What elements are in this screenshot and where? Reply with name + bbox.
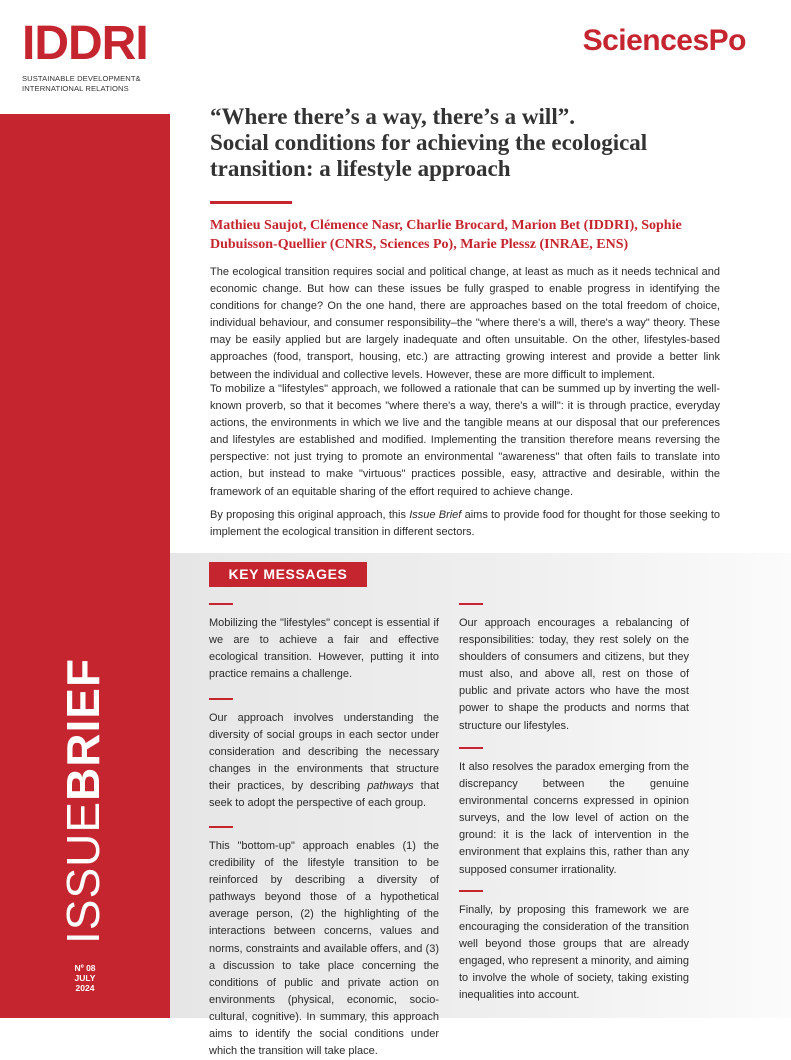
key-message-5: It also resolves the paradox emerging from the discrepancy between the genuine environmental concerns expressed in opinion surveys, and the low level of action on the ground: it is the lack of intervention in the environment that explains this, rather than any supposed consumer irrationality. (459, 747, 689, 879)
sciencespo-logo[interactable]: SciencesPo (582, 24, 746, 57)
key-message-6: Finally, by proposing this framework we are encouraging the consideration of the transition well beyond those groups that are already engaged, who represent a minority, and aiming to involve the whole of society, taking existing inequalities into account. (459, 890, 689, 1005)
title-line-3: transition: a lifestyle approach (210, 156, 511, 181)
abstract-p3-end: aims to provide food for thought for those seeking to implement the ecological transition in different sectors. (210, 509, 720, 539)
issue-info (60, 963, 110, 993)
authors (210, 216, 710, 254)
key-message-2-end: that seek to adopt the perspective of each group. (209, 780, 440, 810)
brief-word: BRIEF (57, 657, 109, 801)
abstract-paragraph-3 (210, 507, 720, 541)
issue-year: 2024 (75, 983, 95, 993)
key-message-2-start: Our approach involves understanding the diversity of social groups in each sector under consideration and describing the necessary changes in the environments that structure their practices, by describing (209, 712, 439, 793)
abstract-p3-start: By proposing this original approach, this (210, 509, 410, 521)
key-messages-header: KEY MESSAGES (209, 562, 367, 587)
key-message-4: Our approach encourages a rebalancing of responsibilities: today, they rest solely on the shoulders of consumers and citizens, but they must also, and above all, rest on those of public and private actors who have the most power to shape the products and norms that structure our lifestyles. (459, 603, 689, 735)
abstract-paragraph-2: To mobilize a "lifestyles" approach, we followed a rationale that can be summed up by inverting the well-known proverb, so that it becomes "where there's a way, there's a will": it is through practice, everyday actions, the environments in which we live and the tangible means at our disposal that our preferences and lifestyles are established and modified. Implementing the transition therefore means reversing the perspective: not just trying to promote an environmental "awareness" that often fails to translate into action, but instead to make "virtuous" practices possible, easy, attractive and desirable, within the framework of an equitable sharing of the effort required to achieve change. (210, 383, 720, 498)
iddri-tagline-line1: SUSTAINABLE DEVELOPMENT& (22, 74, 141, 83)
iddri-logo-mark: IDDRI (22, 17, 148, 70)
abstract-paragraph-1: The ecological transition requires social and political change, at least as much as it needs technical and economic change. But how can these issues be fully grasped to enable progress in identifying the conditions for change? On the one hand, there are approaches based on the total freedom of choice, individual behaviour, and consumer responsibility–the "where there's a will, there's a way" theory. These may be easily applied but are largely inadequate and often unsuitable. On the other, lifestyles-based approaches (food, transport, housing, etc.) are attracting growing interest and provide a better link between the individual and collective levels. However, these are more difficult to implement. (210, 266, 720, 381)
issue-brief-label (57, 657, 109, 944)
issue-month: JULY (74, 973, 96, 983)
title-line-2: Social conditions for achieving the ecological (210, 130, 648, 155)
issue-number: Nº 08 (74, 963, 96, 973)
title-line-1: “Where there’s a way, there’s a will”. (210, 104, 575, 129)
key-message-2 (209, 698, 439, 813)
iddri-tagline-line2: INTERNATIONAL RELATIONS (22, 84, 129, 93)
iddri-logo[interactable] (22, 17, 152, 94)
key-message-1: Mobilizing the "lifestyles" concept is essential if we are to achieve a fair and effective ecological transition. However, putting it into practice remains a challenge. (209, 603, 439, 683)
issue-word: ISSUE (57, 800, 109, 944)
page-title (210, 104, 730, 182)
key-message-3: This "bottom-up" approach enables (1) the credibility of the lifestyle transition to be reinforced by describing a diversity of pathways beyond those of a hypothetical average person, (2) the highlighting of the interactions between concerns, values and norms, constraints and available offers, and (3) a discussion to take place concerning the conditions of public and private action on environments (physical, economic, socio-cultural, cognitive). In summary, this approach aims to identify the social conditions under which the transition will take place. (209, 826, 439, 1060)
authors-line-2: Dubuisson-Quellier (CNRS, Sciences Po), Marie Plessz (INRAE, ENS) (210, 237, 629, 252)
iddri-tagline (22, 74, 152, 94)
authors-line-1: Mathieu Saujot, Clémence Nasr, Charlie Brocard, Marion Bet (IDDRI), Sophie (210, 218, 682, 233)
issue-brief-italic: Issue Brief (409, 509, 462, 521)
pathways-italic: pathways (367, 780, 414, 793)
title-divider (210, 201, 292, 204)
